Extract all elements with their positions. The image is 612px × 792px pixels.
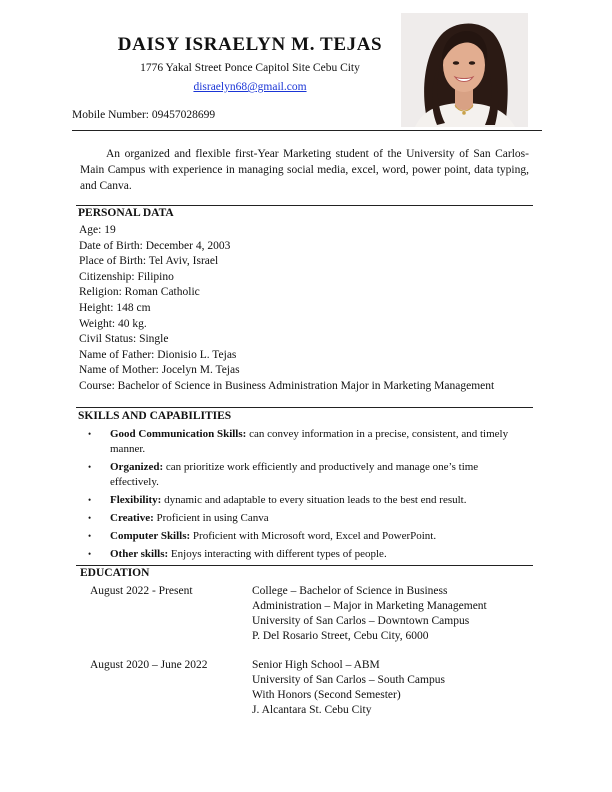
personal-item-citizenship: Citizenship: Filipino <box>79 270 174 283</box>
personal-item-age: Age: 19 <box>79 224 116 236</box>
skill-item <box>88 460 528 490</box>
skills-list <box>88 427 528 565</box>
education-line: J. Alcantara St. Cebu City <box>252 704 372 716</box>
applicant-name: DAISY ISRAELYN M. TEJAS <box>117 34 383 55</box>
personal-item-birthplace: Place of Birth: Tel Aviv, Israel <box>79 255 219 268</box>
education-line: University of San Carlos – South Campus <box>252 674 445 686</box>
summary-paragraph: An organized and flexible first-Year Marketing student of the University of San Carlos- Main Campus with experience in managing social media, excel, word, power point, data typing, and Canva. <box>80 148 529 192</box>
personal-data-list <box>79 223 494 395</box>
skill-item <box>88 529 528 544</box>
email-line <box>80 81 420 93</box>
personal-item-birthdate: Date of Birth: December 4, 2003 <box>79 239 231 252</box>
education-line: University of San Carlos – Downtown Campus <box>252 615 470 627</box>
skill-label: Creative: <box>110 512 154 524</box>
skill-text: Proficient in using Canva <box>156 512 269 524</box>
bullet-icon: • <box>88 429 92 439</box>
personal-item-mother: Name of Mother: Jocelyn M. Tejas <box>79 364 240 377</box>
education-divider <box>76 565 533 566</box>
bullet-icon: • <box>88 531 92 541</box>
skills-heading: SKILLS AND CAPABILITIES <box>78 410 232 422</box>
education-line: Administration – Major in Marketing Management <box>252 600 487 612</box>
education-line: College – Bachelor of Science in Business <box>252 585 448 597</box>
personal-item-height: Height: 148 cm <box>79 301 151 314</box>
skill-label: Flexibility: <box>110 494 162 506</box>
skill-label: Computer Skills: <box>110 530 191 542</box>
skill-text: dynamic and adaptable to every situation leads to the best end result. <box>164 494 467 506</box>
header-divider <box>72 130 542 131</box>
skill-text: can prioritize work efficiently and productively and manage one’s time effectively. <box>110 461 479 488</box>
personal-data-heading: PERSONAL DATA <box>78 207 174 219</box>
skill-text: Enjoys interacting with different types of people. <box>170 548 387 560</box>
education-line: With Honors (Second Semester) <box>252 689 401 701</box>
education-line: Senior High School – ABM <box>252 659 380 671</box>
skill-text: Proficient with Microsoft word, Excel and PowerPoint. <box>192 530 437 542</box>
bullet-icon: • <box>88 549 92 559</box>
education-heading: EDUCATION <box>80 567 150 579</box>
skill-item <box>88 547 528 562</box>
skill-item <box>88 511 528 526</box>
personal-item-religion: Religion: Roman Catholic <box>79 286 200 299</box>
skill-item <box>88 427 528 457</box>
mobile-number: Mobile Number: 09457028699 <box>72 109 216 121</box>
education-details <box>252 584 542 644</box>
bullet-icon: • <box>88 462 92 472</box>
personal-divider <box>76 205 533 206</box>
education-date: August 2022 - Present <box>90 585 193 597</box>
education-date: August 2020 – June 2022 <box>90 659 208 671</box>
profile-photo <box>401 13 528 127</box>
personal-item-course: Course: Bachelor of Science in Business Administration Major in Marketing Management <box>79 379 495 392</box>
skills-divider <box>76 407 533 408</box>
education-line: P. Del Rosario Street, Cebu City, 6000 <box>252 630 429 642</box>
bullet-icon: • <box>88 495 92 505</box>
skill-text: can convey information in a precise, consistent, and timely manner. <box>110 428 509 455</box>
portrait-image <box>401 13 528 127</box>
email-link[interactable]: disraelyn68@gmail.com <box>193 81 307 93</box>
personal-item-father: Name of Father: Dionisio L. Tejas <box>79 348 237 361</box>
skill-item <box>88 493 528 508</box>
skill-label: Good Communication Skills: <box>110 428 247 440</box>
skill-label: Other skills: <box>110 548 169 560</box>
personal-item-civil-status: Civil Status: Single <box>79 333 169 346</box>
education-details <box>252 658 542 718</box>
skill-label: Organized: <box>110 461 164 473</box>
personal-item-weight: Weight: 40 kg. <box>79 317 147 330</box>
bullet-icon: • <box>88 513 92 523</box>
address: 1776 Yakal Street Ponce Capitol Site Cebu City <box>140 62 360 74</box>
